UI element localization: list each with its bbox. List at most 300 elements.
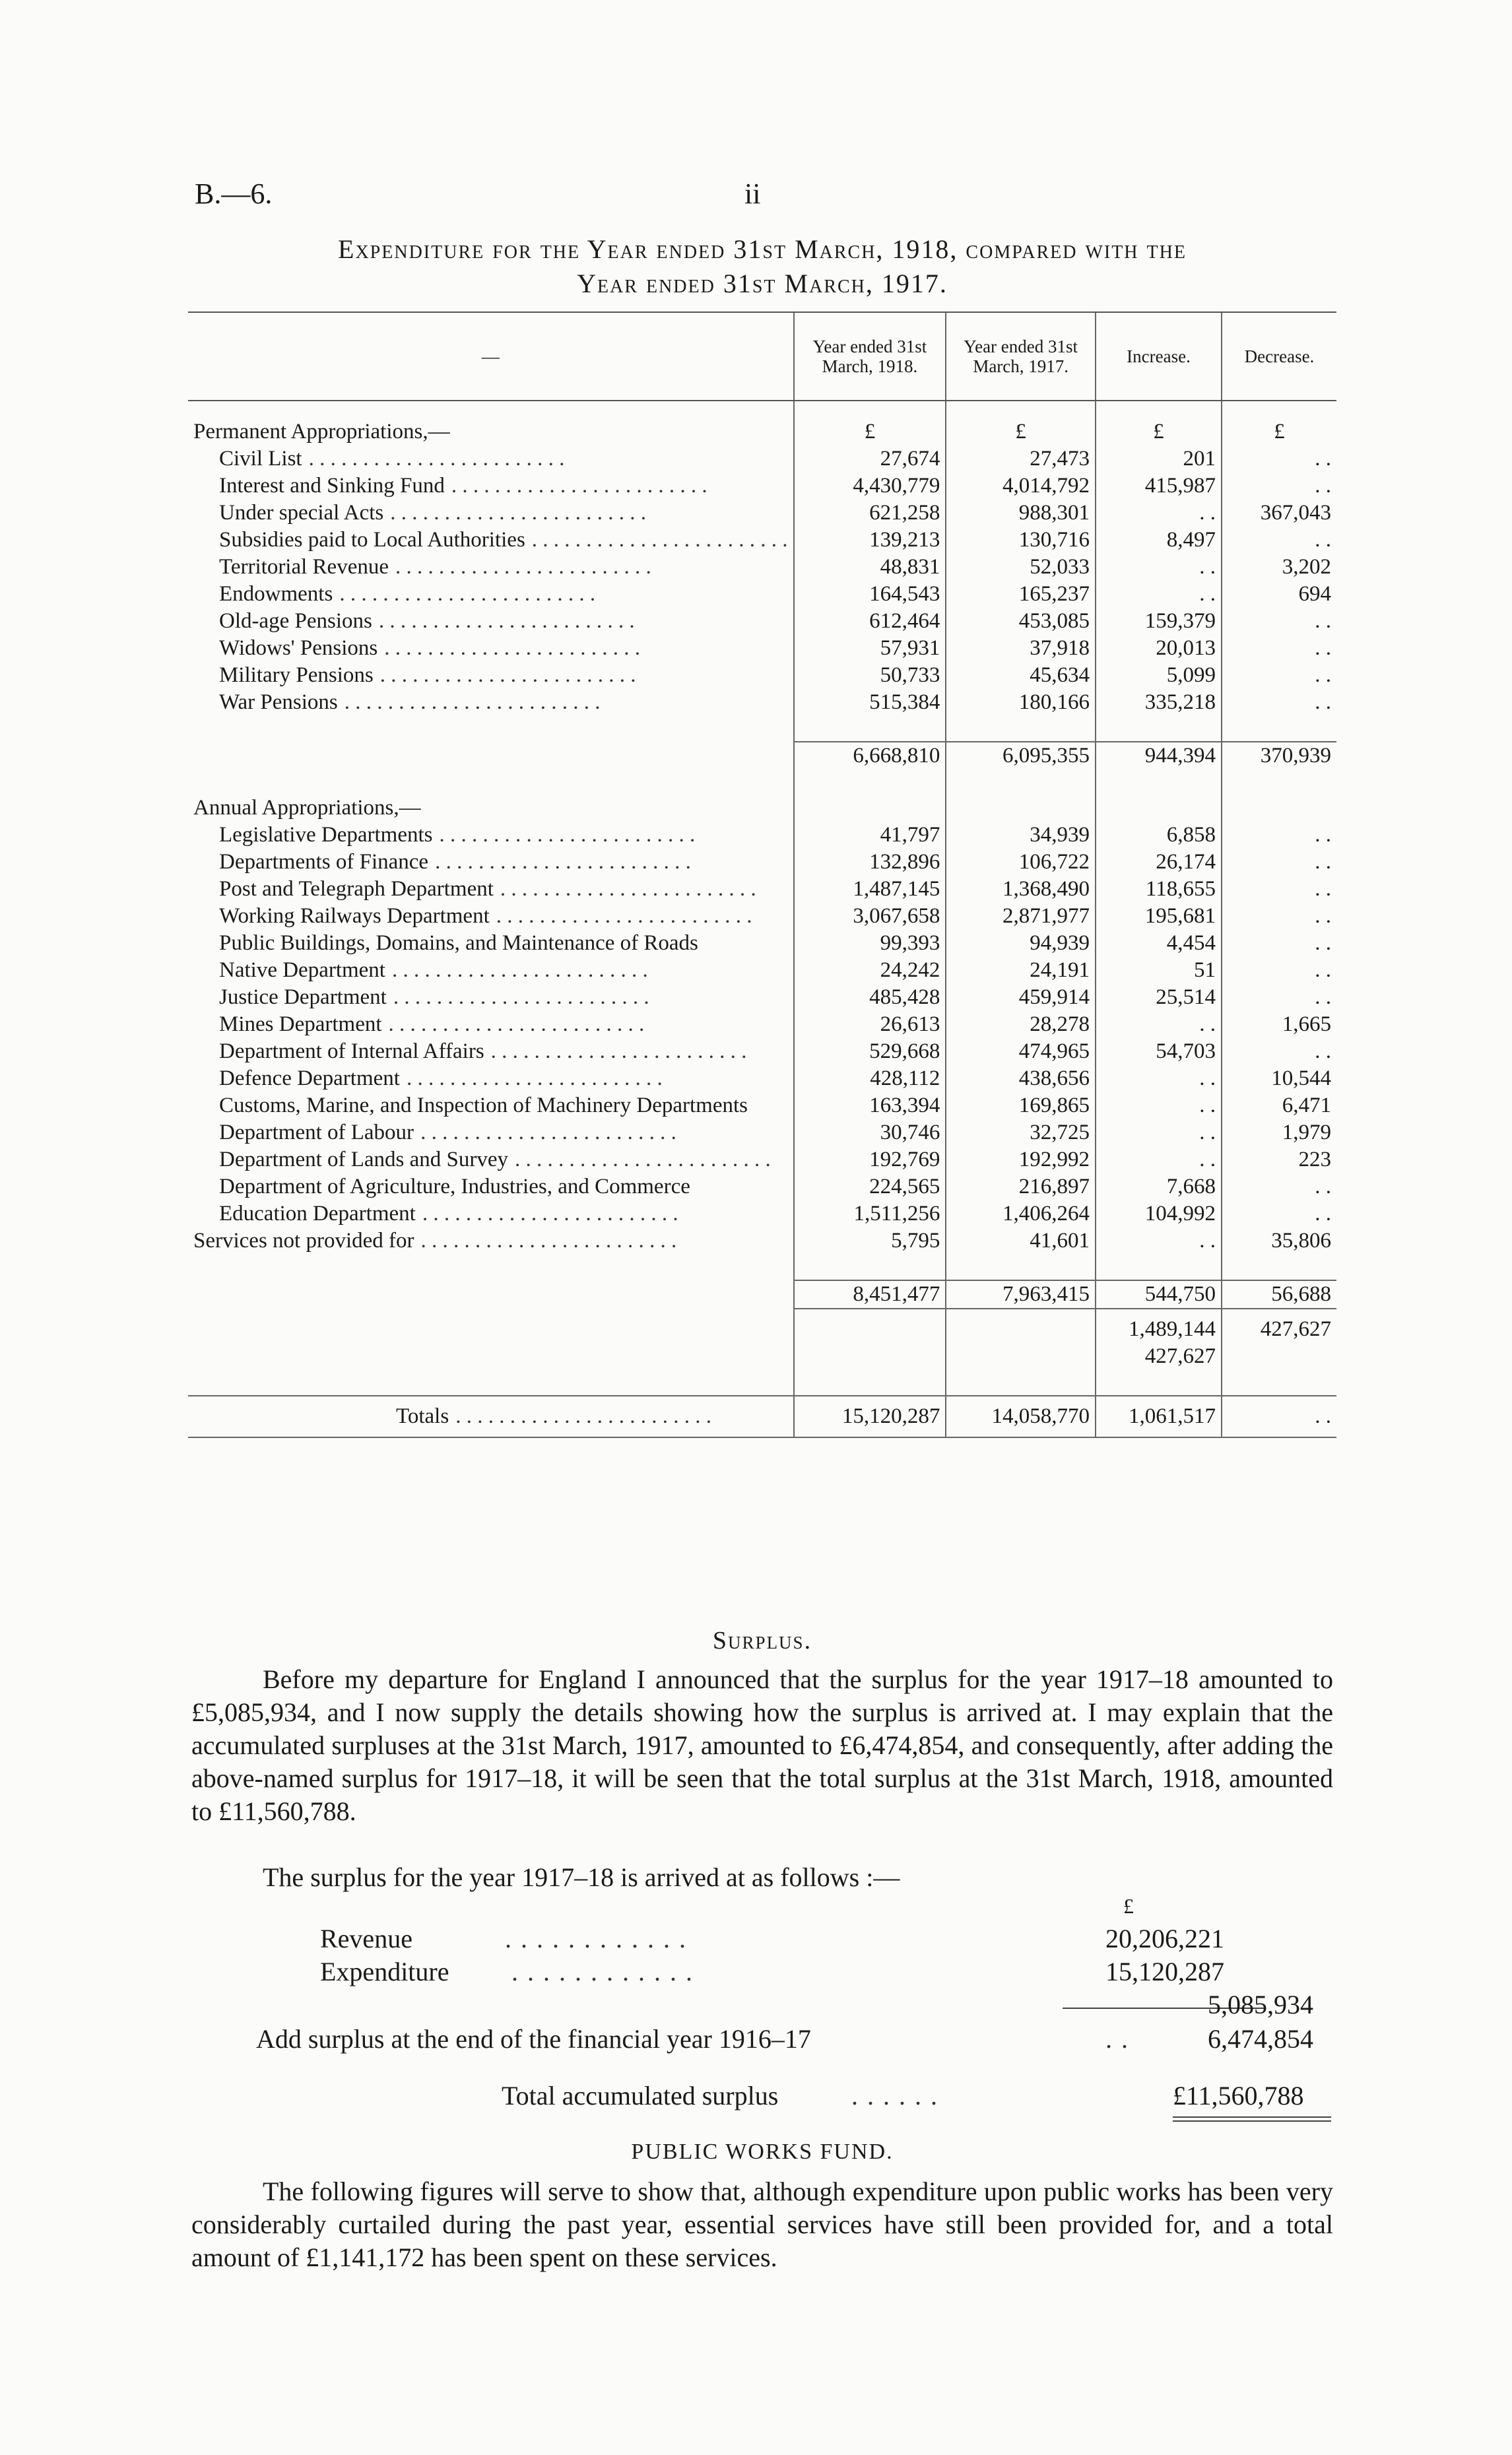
value-decrease: . .	[1222, 1173, 1336, 1200]
empty-cell	[1096, 716, 1222, 742]
value-1918: 5,795	[794, 1228, 946, 1255]
value-1918: 1,487,145	[794, 876, 946, 903]
column-header-1917: Year ended 31st March, 1917.	[946, 312, 1096, 401]
row-label	[188, 554, 794, 581]
row-label	[188, 500, 794, 527]
less-decrease-value: 427,627	[1144, 1344, 1216, 1368]
total-surplus-leader: . . . . . .	[851, 2081, 938, 2111]
label-with-leader	[219, 500, 788, 527]
table-row	[188, 1200, 1336, 1228]
table-row	[188, 930, 1336, 957]
table-row	[188, 635, 1336, 662]
table-row	[188, 1092, 1336, 1119]
label-text: Military Pensions	[219, 663, 374, 687]
label-text: War Pensions	[219, 690, 338, 714]
dot-leader	[428, 849, 787, 876]
value-1918: 27,674	[794, 445, 946, 473]
subtotal-row	[188, 1280, 1336, 1309]
label-with-leader	[219, 554, 788, 581]
dot-leader	[414, 1228, 788, 1255]
dot-leader	[414, 1119, 787, 1146]
row-label	[188, 957, 794, 984]
add-surplus-leader: . .	[1105, 2024, 1129, 2054]
surplus-intro: The surplus for the year 1917–18 is arrived at as follows :—	[263, 1862, 900, 1892]
row-label	[188, 822, 794, 849]
combined-decrease: 427,627	[1222, 1309, 1336, 1370]
value-increase: . .	[1096, 581, 1222, 608]
section-heading-row	[188, 795, 1336, 822]
label-text: Public Buildings, Domains, and Maintenance of Roads	[219, 931, 698, 955]
value-1917: 988,301	[946, 500, 1096, 527]
value-increase: 51	[1096, 957, 1222, 984]
row-label	[188, 1038, 794, 1065]
empty-cell	[794, 795, 946, 822]
public-works-heading: PUBLIC WORKS FUND.	[631, 2140, 894, 2164]
value-1917: 130,716	[946, 527, 1096, 554]
table-row	[188, 1228, 1336, 1255]
calc-currency: £	[1123, 1894, 1134, 1918]
value-1917: 27,473	[946, 445, 1096, 473]
value-increase: 7,668	[1096, 1173, 1222, 1200]
value-decrease: . .	[1222, 635, 1336, 662]
label-with-leader	[396, 1403, 788, 1430]
value-decrease: . .	[1222, 930, 1336, 957]
value-1918: 139,213	[794, 527, 946, 554]
table-header-row	[188, 312, 1336, 401]
value-1918: 48,831	[794, 554, 946, 581]
value-1917: 180,166	[946, 689, 1096, 716]
row-label	[188, 1065, 794, 1092]
label-text: Department of Agriculture, Industries, and Commerce	[219, 1175, 690, 1198]
expenditure-label: Expenditure	[320, 1957, 449, 1986]
value-1917: 459,914	[946, 984, 1096, 1011]
empty-cell	[1096, 795, 1222, 822]
dot-leader	[385, 957, 788, 984]
row-label	[188, 1228, 794, 1255]
value-1918: 224,565	[794, 1173, 946, 1200]
value-1918: 485,428	[794, 984, 946, 1011]
row-label	[188, 662, 794, 689]
table-row	[188, 473, 1336, 500]
label-text: Department of Lands and Survey	[219, 1148, 509, 1171]
value-increase: . .	[1096, 1228, 1222, 1255]
dot-leader	[525, 527, 788, 554]
row-label	[188, 1146, 794, 1173]
label-with-leader	[193, 1228, 788, 1255]
table-row	[188, 1173, 1336, 1200]
value-1918: 1,511,256	[794, 1200, 946, 1228]
dot-leader	[484, 1038, 788, 1065]
dot-leader	[302, 445, 788, 473]
value-decrease: 367,043	[1222, 500, 1336, 527]
revenue-label: Revenue	[320, 1924, 412, 1953]
value-1917: 165,237	[946, 581, 1096, 608]
value-decrease: 694	[1222, 581, 1336, 608]
label-text: Widows' Pensions	[219, 636, 378, 660]
value-1918: 4,430,779	[794, 473, 946, 500]
value-decrease: . .	[1222, 445, 1336, 473]
label-text: Working Railways Department	[219, 904, 490, 928]
row-label	[188, 876, 794, 903]
currency-symbol: £	[1096, 401, 1222, 445]
dot-leader	[389, 554, 788, 581]
value-increase: 54,703	[1096, 1038, 1222, 1065]
empty-cell	[1096, 1370, 1222, 1396]
value-increase: . .	[1096, 500, 1222, 527]
empty-cell	[1222, 769, 1336, 795]
table-row	[188, 581, 1336, 608]
dot-leader	[432, 822, 787, 849]
row-label	[188, 635, 794, 662]
value-decrease: 1,665	[1222, 1011, 1336, 1038]
label-with-leader	[219, 849, 788, 876]
empty-cell	[188, 716, 794, 742]
empty-cell	[1222, 795, 1336, 822]
dot-leader	[382, 1011, 788, 1038]
value-1917: 41,601	[946, 1228, 1096, 1255]
value-decrease: 223	[1222, 1146, 1336, 1173]
section-heading: Permanent Appropriations,—	[193, 420, 450, 443]
value-increase: . .	[1096, 1092, 1222, 1119]
value-increase: . .	[1096, 1065, 1222, 1092]
value-decrease: . .	[1222, 957, 1336, 984]
label-text: Education Department	[219, 1202, 416, 1226]
subtotal-decrease: 56,688	[1222, 1280, 1336, 1309]
table-row	[188, 662, 1336, 689]
total-increase: 1,061,517	[1096, 1396, 1222, 1437]
label-with-leader	[219, 1146, 788, 1173]
label-with-leader	[219, 984, 788, 1011]
label-text: Departments of Finance	[219, 850, 429, 874]
label-text: Endowments	[219, 582, 333, 606]
table-row	[188, 984, 1336, 1011]
label-text: Old-age Pensions	[219, 609, 372, 633]
label-with-leader	[219, 635, 788, 662]
expenditure-value: 15,120,287	[1105, 1957, 1224, 1986]
empty-cell	[188, 769, 794, 795]
label-with-leader	[219, 608, 788, 635]
column-header-increase: Increase.	[1096, 312, 1222, 401]
value-1917: 2,871,977	[946, 903, 1096, 930]
total-1918: 15,120,287	[794, 1396, 946, 1437]
label-text: Territorial Revenue	[219, 555, 389, 579]
value-1917: 169,865	[946, 1092, 1096, 1119]
value-decrease: . .	[1222, 849, 1336, 876]
label-with-leader	[219, 1200, 788, 1228]
spacer-row	[188, 1255, 1336, 1280]
value-1917: 52,033	[946, 554, 1096, 581]
empty-cell	[1096, 769, 1222, 795]
value-increase: 201	[1096, 445, 1222, 473]
table-row	[188, 876, 1336, 903]
value-decrease: . .	[1222, 473, 1336, 500]
label-with-leader	[219, 876, 788, 903]
dot-leader	[383, 500, 787, 527]
value-increase: 415,987	[1096, 473, 1222, 500]
label-with-leader	[219, 903, 788, 930]
value-increase: . .	[1096, 1011, 1222, 1038]
subtotal-1918: 6,668,810	[794, 742, 946, 769]
combined-increase	[1096, 1309, 1222, 1370]
label-with-leader	[219, 822, 788, 849]
value-decrease: . .	[1222, 903, 1336, 930]
total-1917: 14,058,770	[946, 1396, 1096, 1437]
table-row	[188, 1065, 1336, 1092]
row-label	[188, 1200, 794, 1228]
empty-cell	[794, 1255, 946, 1280]
table-row	[188, 1119, 1336, 1146]
dot-leader	[333, 581, 787, 608]
table-title	[178, 232, 1346, 301]
value-1918: 515,384	[794, 689, 946, 716]
value-decrease: . .	[1222, 689, 1336, 716]
value-1917: 28,278	[946, 1011, 1096, 1038]
row-label	[188, 445, 794, 473]
empty-cell	[1222, 1255, 1336, 1280]
empty-cell	[794, 1309, 946, 1370]
table-row	[188, 527, 1336, 554]
table-row	[188, 1146, 1336, 1173]
dot-leader	[400, 1065, 788, 1092]
value-1917: 106,722	[946, 849, 1096, 876]
value-increase: . .	[1096, 1119, 1222, 1146]
empty-cell	[946, 1309, 1096, 1370]
paper-reference: B.—6.	[195, 178, 273, 210]
totals-row	[188, 1396, 1336, 1437]
surplus-heading: Surplus.	[712, 1627, 812, 1654]
dot-leader	[338, 689, 788, 716]
label-with-leader	[219, 662, 788, 689]
table-row	[188, 903, 1336, 930]
value-1918: 24,242	[794, 957, 946, 984]
empty-cell	[188, 1370, 794, 1396]
currency-row	[188, 401, 1336, 445]
value-decrease: . .	[1222, 662, 1336, 689]
value-1918: 132,896	[794, 849, 946, 876]
value-decrease: 3,202	[1222, 554, 1336, 581]
value-increase: . .	[1096, 1146, 1222, 1173]
value-increase: 195,681	[1096, 903, 1222, 930]
dot-leader	[374, 662, 788, 689]
totals-label	[188, 1396, 794, 1437]
empty-cell	[188, 742, 794, 769]
value-1917: 474,965	[946, 1038, 1096, 1065]
table-row	[188, 608, 1336, 635]
row-label	[188, 903, 794, 930]
value-increase: 8,497	[1096, 527, 1222, 554]
value-1918: 529,668	[794, 1038, 946, 1065]
row-label	[188, 1119, 794, 1146]
value-decrease: . .	[1222, 876, 1336, 903]
combined-increase-value: 1,489,144	[1128, 1317, 1216, 1341]
value-1918: 30,746	[794, 1119, 946, 1146]
label-text: Services not provided for	[193, 1229, 414, 1253]
table-row	[188, 849, 1336, 876]
currency-symbol: £	[946, 401, 1096, 445]
empty-cell	[794, 769, 946, 795]
value-1917: 37,918	[946, 635, 1096, 662]
value-1917: 438,656	[946, 1065, 1096, 1092]
row-label	[188, 1092, 794, 1119]
table-row	[188, 1038, 1336, 1065]
section-heading: Annual Appropriations,—	[193, 796, 421, 820]
subtotal-1918: 8,451,477	[794, 1280, 946, 1309]
value-decrease: 6,471	[1222, 1092, 1336, 1119]
value-1917: 453,085	[946, 608, 1096, 635]
value-1917: 4,014,792	[946, 473, 1096, 500]
value-1918: 164,543	[794, 581, 946, 608]
value-1918: 41,797	[794, 822, 946, 849]
value-increase: 159,379	[1096, 608, 1222, 635]
empty-cell	[188, 1255, 794, 1280]
row-label	[188, 849, 794, 876]
row-label	[188, 1173, 794, 1200]
label-text: Native Department	[219, 958, 385, 982]
public-works-paragraph: The following figures will serve to show that, although expenditure upon public works has been very considerably curtailed during the past year, essential services have still been provided for, and a total amount of £1,141,172 has been spent on these services.	[191, 2177, 1333, 2272]
label-text: Mines Department	[219, 1012, 382, 1036]
surplus-difference: 5,085,934	[1208, 1990, 1313, 2019]
total-surplus-label: Total accumulated surplus	[502, 2081, 779, 2111]
value-decrease: . .	[1222, 984, 1336, 1011]
table-row	[188, 1011, 1336, 1038]
title-line-1: Expenditure for the Year ended 31st March, 1918, compared with the	[338, 234, 1187, 264]
value-increase: 20,013	[1096, 635, 1222, 662]
label-with-leader	[219, 581, 788, 608]
value-1918: 99,393	[794, 930, 946, 957]
table-row	[188, 500, 1336, 527]
dot-leader	[445, 473, 788, 500]
value-increase: . .	[1096, 554, 1222, 581]
label-with-leader	[219, 527, 788, 554]
label-with-leader	[219, 689, 788, 716]
empty-cell	[1222, 1370, 1336, 1396]
value-decrease: . .	[1222, 1200, 1336, 1228]
value-1917: 24,191	[946, 957, 1096, 984]
dot-leader	[372, 608, 788, 635]
column-header-1918: Year ended 31st March, 1918.	[794, 312, 946, 401]
label-with-leader	[219, 957, 788, 984]
label-text: Defence Department	[219, 1066, 400, 1090]
value-1917: 94,939	[946, 930, 1096, 957]
value-increase: 26,174	[1096, 849, 1222, 876]
empty-cell	[188, 1309, 794, 1370]
value-increase: 25,514	[1096, 984, 1222, 1011]
label-text: Department of Internal Affairs	[219, 1039, 484, 1063]
value-increase: 335,218	[1096, 689, 1222, 716]
dot-leader	[387, 984, 788, 1011]
column-header-item: —	[188, 312, 794, 401]
row-label	[188, 581, 794, 608]
value-decrease: . .	[1222, 822, 1336, 849]
add-surplus-label: Add surplus at the end of the financial year 1916–17	[256, 2024, 811, 2054]
double-rule-bottom	[1173, 2120, 1331, 2122]
expenditure-table	[188, 311, 1336, 1438]
value-decrease: . .	[1222, 1038, 1336, 1065]
table-row	[188, 822, 1336, 849]
label-with-leader	[219, 1119, 788, 1146]
row-label	[188, 689, 794, 716]
empty-cell	[946, 795, 1096, 822]
spacer-row	[188, 716, 1336, 742]
label-text: Totals	[396, 1404, 449, 1428]
revenue-value: 20,206,221	[1105, 1924, 1224, 1953]
table-row	[188, 689, 1336, 716]
label-text: Subsidies paid to Local Authorities	[219, 528, 525, 552]
label-text: Post and Telegraph Department	[219, 877, 494, 901]
subtotal-row	[188, 742, 1336, 769]
revenue-leader: . . . . . . . . . . . .	[505, 1924, 687, 1953]
value-decrease: . .	[1222, 527, 1336, 554]
value-1918: 621,258	[794, 500, 946, 527]
subtotal-decrease: 370,939	[1222, 742, 1336, 769]
empty-cell	[946, 716, 1096, 742]
label-with-leader	[219, 1011, 788, 1038]
value-1918: 26,613	[794, 1011, 946, 1038]
subtotal-increase: 944,394	[1096, 742, 1222, 769]
value-decrease: 1,979	[1222, 1119, 1336, 1146]
value-1918: 57,931	[794, 635, 946, 662]
dot-leader	[416, 1200, 788, 1228]
spacer-row	[188, 769, 1336, 795]
value-1918: 192,769	[794, 1146, 946, 1173]
table-row	[188, 445, 1336, 473]
empty-cell	[1222, 716, 1336, 742]
row-label	[188, 608, 794, 635]
empty-cell	[794, 1370, 946, 1396]
value-1917: 45,634	[946, 662, 1096, 689]
value-1917: 216,897	[946, 1173, 1096, 1200]
value-1917: 1,406,264	[946, 1200, 1096, 1228]
label-with-leader	[219, 1038, 788, 1065]
label-text: Under special Acts	[219, 501, 384, 525]
empty-cell	[946, 1255, 1096, 1280]
total-surplus-value: £11,560,788	[1173, 2081, 1304, 2111]
value-increase: 6,858	[1096, 822, 1222, 849]
row-label	[188, 1011, 794, 1038]
value-decrease: 35,806	[1222, 1228, 1336, 1255]
label-with-leader	[219, 473, 788, 500]
label-text: Civil List	[219, 447, 302, 471]
empty-cell	[946, 769, 1096, 795]
value-1918: 3,067,658	[794, 903, 946, 930]
empty-cell	[1096, 1255, 1222, 1280]
value-1917: 192,992	[946, 1146, 1096, 1173]
dot-leader	[378, 635, 787, 662]
dot-leader	[508, 1146, 788, 1173]
total-decrease: . .	[1222, 1396, 1336, 1437]
add-surplus-value: 6,474,854	[1208, 2024, 1313, 2054]
double-rule-top	[1173, 2116, 1331, 2118]
table-row	[188, 957, 1336, 984]
label-text: Legislative Departments	[219, 823, 433, 847]
value-increase: 104,992	[1096, 1200, 1222, 1228]
currency-symbol: £	[794, 401, 946, 445]
value-1918: 612,464	[794, 608, 946, 635]
subtotal-increase: 544,750	[1096, 1280, 1222, 1309]
empty-cell	[794, 716, 946, 742]
value-1918: 50,733	[794, 662, 946, 689]
dot-leader	[490, 903, 788, 930]
value-increase: 118,655	[1096, 876, 1222, 903]
page-number: ii	[744, 178, 761, 210]
surplus-paragraph: Before my departure for England I announced that the surplus for the year 1917–18 amounted to £5,085,934, and I now supply the details showing how the surplus is arrived at. I may explain that the accumulated surpluses at the 31st March, 1917, amounted to £6,474,854, and consequently, after adding the above-named surplus for 1917–18, it will be seen that the total surplus at the 31st March, 1918, amounted to £11,560,788.	[191, 1664, 1333, 1826]
label-text: Customs, Marine, and Inspection of Machinery Departments	[219, 1094, 748, 1117]
value-decrease: 10,544	[1222, 1065, 1336, 1092]
spacer-row	[188, 1370, 1336, 1396]
dot-leader	[449, 1403, 787, 1430]
value-1917: 34,939	[946, 822, 1096, 849]
combined-row	[188, 1309, 1336, 1370]
